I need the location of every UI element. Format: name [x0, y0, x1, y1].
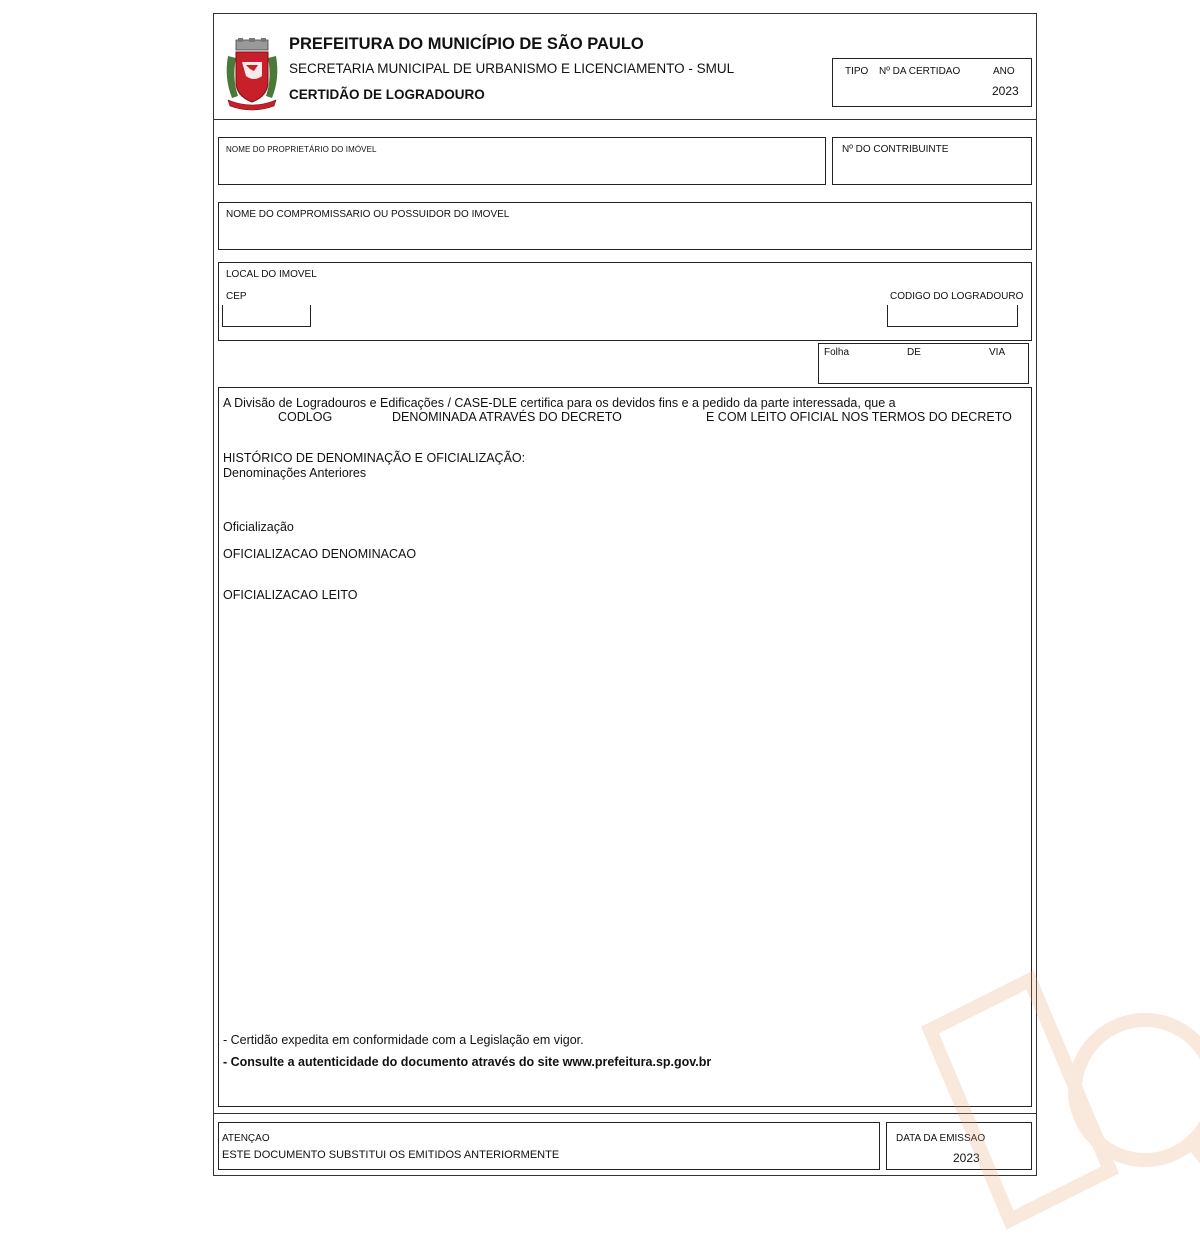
certification-text-line1: A Divisão de Logradouros e Edificações / CASE-DLE certifica para os devidos fins e a pedido da parte interessada, que a [223, 396, 896, 410]
proprietario-field[interactable] [218, 137, 826, 185]
prefeitura-title: PREFEITURA DO MUNICÍPIO DE SÃO PAULO [289, 35, 644, 53]
coat-of-arms-icon [224, 38, 280, 112]
atencao-text: ESTE DOCUMENTO SUBSTITUI OS EMITIDOS ANTERIORMENTE [222, 1149, 560, 1161]
leito-oficial-text: E COM LEITO OFICIAL NOS TERMOS DO DECRETO [706, 410, 1012, 424]
oficializacao-heading: Oficialização [223, 520, 294, 534]
atencao-label: ATENÇAO [222, 1133, 270, 1144]
cep-label: CEP [226, 291, 247, 302]
denominacoes-anteriores: Denominações Anteriores [223, 466, 367, 480]
document-title: CERTIDÃO DE LOGRADOURO [289, 87, 485, 102]
codigo-logradouro-label: CODIGO DO LOGRADOURO [890, 291, 1024, 302]
contribuinte-field[interactable] [832, 137, 1032, 185]
atencao-box [218, 1122, 880, 1170]
tipo-label: TIPO [845, 66, 869, 77]
cep-input[interactable] [222, 305, 311, 327]
secretaria-subtitle: SECRETARIA MUNICIPAL DE URBANISMO E LICENCIAMENTO - SMUL [289, 61, 735, 76]
compromissario-label: NOME DO COMPROMISSARIO OU POSSUIDOR DO IMOVEL [226, 209, 510, 220]
data-emissao-label: DATA DA EMISSAO [896, 1133, 986, 1144]
local-imovel-label: LOCAL DO IMOVEL [226, 269, 317, 280]
codlog-text: CODLOG [278, 410, 333, 424]
watermark-logo-icon [900, 940, 1200, 1240]
ano-value: 2023 [992, 84, 1019, 98]
via-label: VIA [989, 347, 1006, 358]
oficializacao-denominacao: OFICIALIZACAO DENOMINACAO [223, 547, 417, 561]
proprietario-label: NOME DO PROPRIETÁRIO DO IMÓVEL [226, 145, 377, 154]
local-imovel-section [218, 262, 1032, 341]
de-label: DE [907, 347, 921, 358]
codigo-logradouro-input[interactable] [887, 305, 1018, 327]
legislation-note: - Certidão expedita em conformidade com a Legislação em vigor. [223, 1033, 584, 1047]
compromissario-field[interactable] [218, 202, 1032, 250]
certidao-number-box [832, 58, 1032, 107]
denominada-text: DENOMINADA ATRAVÉS DO DECRETO [392, 410, 622, 424]
ano-label: ANO [993, 66, 1015, 77]
data-emissao-value: 2023 [953, 1151, 980, 1165]
historico-heading: HISTÓRICO DE DENOMINAÇÃO E OFICIALIZAÇÃO: [223, 451, 526, 465]
folha-box [818, 343, 1029, 384]
folha-label: Folha [824, 347, 850, 358]
authenticity-note: - Consulte a autenticidade do documento através do site www.prefeitura.sp.gov.br [223, 1055, 712, 1069]
contribuinte-label: Nº DO CONTRIBUINTE [842, 144, 949, 155]
numero-certidao-label: Nº DA CERTIDAO [879, 66, 961, 77]
header-divider [213, 119, 1037, 120]
oficializacao-leito: OFICIALIZACAO LEITO [223, 588, 358, 602]
